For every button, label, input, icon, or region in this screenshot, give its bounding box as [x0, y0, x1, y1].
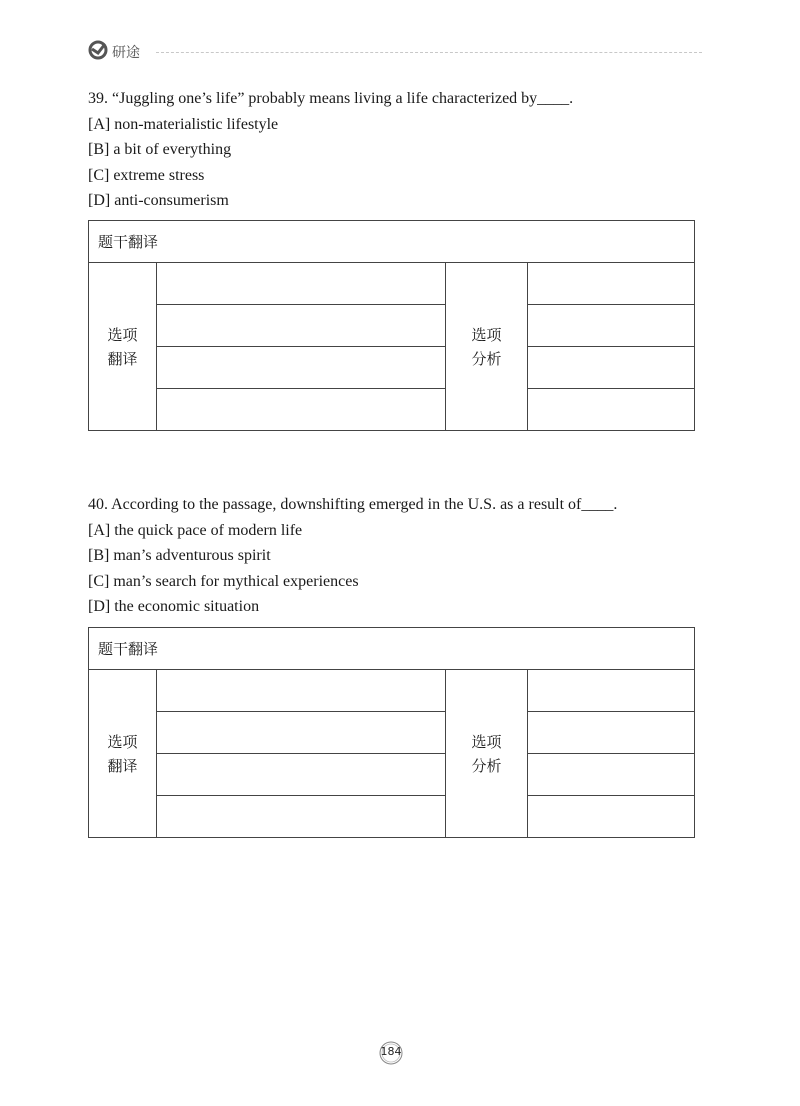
option-a: [A] non-materialistic lifestyle: [88, 115, 279, 133]
blank-cell[interactable]: [528, 389, 695, 431]
blank-cell[interactable]: [528, 670, 695, 712]
header-divider: [156, 52, 702, 53]
question-40: [88, 492, 708, 620]
page-number: 184: [380, 1045, 402, 1058]
blank-cell[interactable]: [528, 305, 695, 347]
question-stem: 40. According to the passage, downshifting emerged in the U.S. as a result of____.: [88, 496, 618, 513]
blank-cell[interactable]: [157, 263, 446, 305]
question-39: [88, 86, 708, 214]
answer-table-40: [88, 627, 695, 838]
option-d: [D] the economic situation: [88, 598, 260, 615]
blank-cell[interactable]: [157, 754, 446, 796]
question-stem: 39. “Juggling one’s life” probably means living a life characterized by____.: [88, 90, 574, 107]
page-header: [88, 40, 702, 64]
blank-cell[interactable]: [528, 263, 695, 305]
brand-logo-icon: [88, 40, 108, 60]
option-d: [D] anti-consumerism: [88, 192, 229, 209]
blank-cell[interactable]: [528, 347, 695, 389]
blank-cell[interactable]: [157, 670, 446, 712]
option-analysis-label: 选项 分析: [446, 670, 528, 838]
option-analysis-label: 选项 分析: [446, 263, 528, 431]
blank-cell[interactable]: [157, 796, 446, 838]
stem-translation-label: 题干翻译: [89, 628, 695, 670]
blank-cell[interactable]: [528, 712, 695, 754]
stem-translation-label: 题干翻译: [89, 221, 695, 263]
option-translation-label: 选项 翻译: [89, 670, 157, 838]
answer-table-39: [88, 220, 695, 431]
option-c: [C] man’s search for mythical experiences: [88, 572, 359, 590]
blank-cell[interactable]: [157, 389, 446, 431]
blank-cell[interactable]: [528, 754, 695, 796]
blank-cell[interactable]: [157, 347, 446, 389]
option-b: [B] man’s adventurous spirit: [88, 547, 271, 564]
option-c: [C] extreme stress: [88, 166, 205, 184]
option-a: [A] the quick pace of modern life: [88, 521, 303, 539]
option-b: [B] a bit of everything: [88, 141, 232, 158]
option-translation-label: 选项 翻译: [89, 263, 157, 431]
brand-name: 研途: [112, 45, 140, 61]
page-number-badge: [378, 1040, 404, 1066]
blank-cell[interactable]: [528, 796, 695, 838]
blank-cell[interactable]: [157, 712, 446, 754]
blank-cell[interactable]: [157, 305, 446, 347]
